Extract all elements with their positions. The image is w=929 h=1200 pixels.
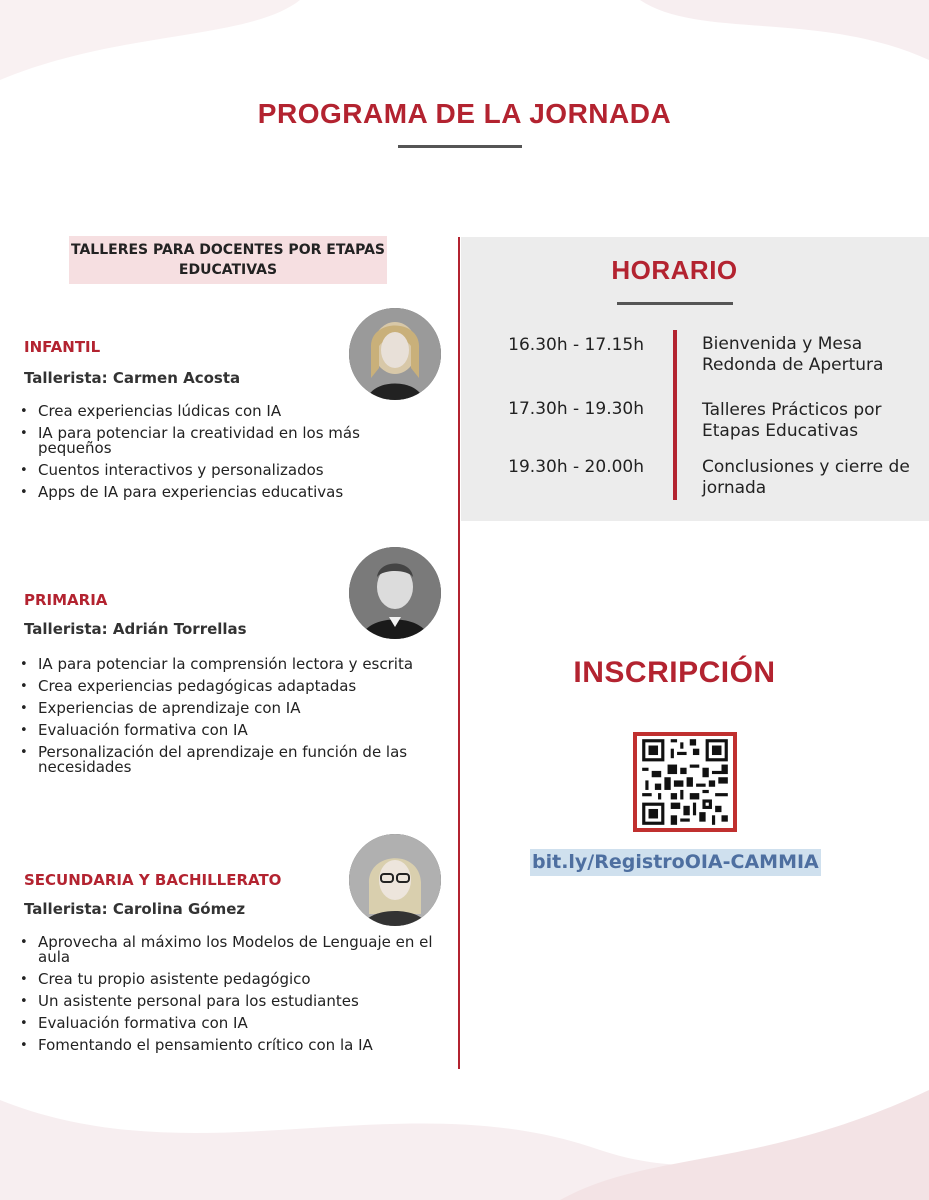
inscripcion-title: INSCRIPCIÓN bbox=[573, 656, 776, 689]
horario-underline bbox=[617, 302, 733, 305]
tallerista-secundaria: Tallerista: Carolina Gómez bbox=[24, 900, 246, 918]
avatar-carmen-acosta bbox=[349, 308, 441, 400]
bullet-list-primaria bbox=[20, 657, 435, 782]
schedule-bar bbox=[673, 330, 677, 500]
schedule-time-3: 19.30h - 20.00h bbox=[508, 457, 644, 477]
registration-link[interactable]: bit.ly/RegistroOIA-CAMMIA bbox=[530, 849, 821, 876]
page-title: PROGRAMA DE LA JORNADA bbox=[257, 98, 672, 129]
schedule-time-1: 16.30h - 17.15h bbox=[508, 335, 644, 355]
qr-pattern bbox=[637, 736, 733, 828]
list-item: • IA para potenciar la creatividad en los más pequeños bbox=[20, 426, 435, 456]
tallerista-infantil: Tallerista: Carmen Acosta bbox=[24, 369, 241, 387]
avatar-carolina-gomez bbox=[349, 834, 441, 926]
list-item: • Cuentos interactivos y personalizados bbox=[20, 463, 435, 478]
schedule-desc-1: Bienvenida y Mesa Redonda de Apertura bbox=[702, 334, 884, 375]
qr-code[interactable] bbox=[633, 732, 737, 832]
list-item: • Fomentando el pensamiento crítico con la IA bbox=[20, 1038, 435, 1053]
stage-title-infantil: INFANTIL bbox=[24, 338, 101, 356]
stage-title-secundaria: SECUNDARIA Y BACHILLERATO bbox=[24, 871, 282, 889]
list-item: • Crea experiencias pedagógicas adaptadas bbox=[20, 679, 435, 694]
bullet-list-infantil bbox=[20, 404, 435, 507]
schedule-desc-2: Talleres Prácticos por Etapas Educativas bbox=[702, 400, 882, 441]
bullet-list-secundaria bbox=[20, 935, 435, 1060]
list-item: • Crea tu propio asistente pedagógico bbox=[20, 972, 435, 987]
column-divider bbox=[458, 237, 460, 1069]
list-item: • Aprovecha al máximo los Modelos de Lenguaje en el aula bbox=[20, 935, 435, 965]
list-item: • Un asistente personal para los estudiantes bbox=[20, 994, 435, 1009]
workshops-header: TALLERES PARA DOCENTES POR ETAPAS EDUCATIVAS bbox=[69, 236, 387, 284]
list-item: • Evaluación formativa con IA bbox=[20, 723, 435, 738]
avatar-adrian-torrellas bbox=[349, 547, 441, 639]
title-underline bbox=[398, 145, 522, 148]
list-item: • Apps de IA para experiencias educativas bbox=[20, 485, 435, 500]
schedule-desc-3: Conclusiones y cierre de jornada bbox=[702, 457, 910, 498]
horario-title: HORARIO bbox=[611, 255, 738, 285]
schedule-time-2: 17.30h - 19.30h bbox=[508, 399, 644, 419]
tallerista-primaria: Tallerista: Adrián Torrellas bbox=[24, 620, 247, 638]
list-item: • Crea experiencias lúdicas con IA bbox=[20, 404, 435, 419]
list-item: • Evaluación formativa con IA bbox=[20, 1016, 435, 1031]
list-item: • IA para potenciar la comprensión lectora y escrita bbox=[20, 657, 435, 672]
list-item: • Personalización del aprendizaje en función de las necesidades bbox=[20, 745, 435, 775]
list-item: • Experiencias de aprendizaje con IA bbox=[20, 701, 435, 716]
stage-title-primaria: PRIMARIA bbox=[24, 591, 108, 609]
